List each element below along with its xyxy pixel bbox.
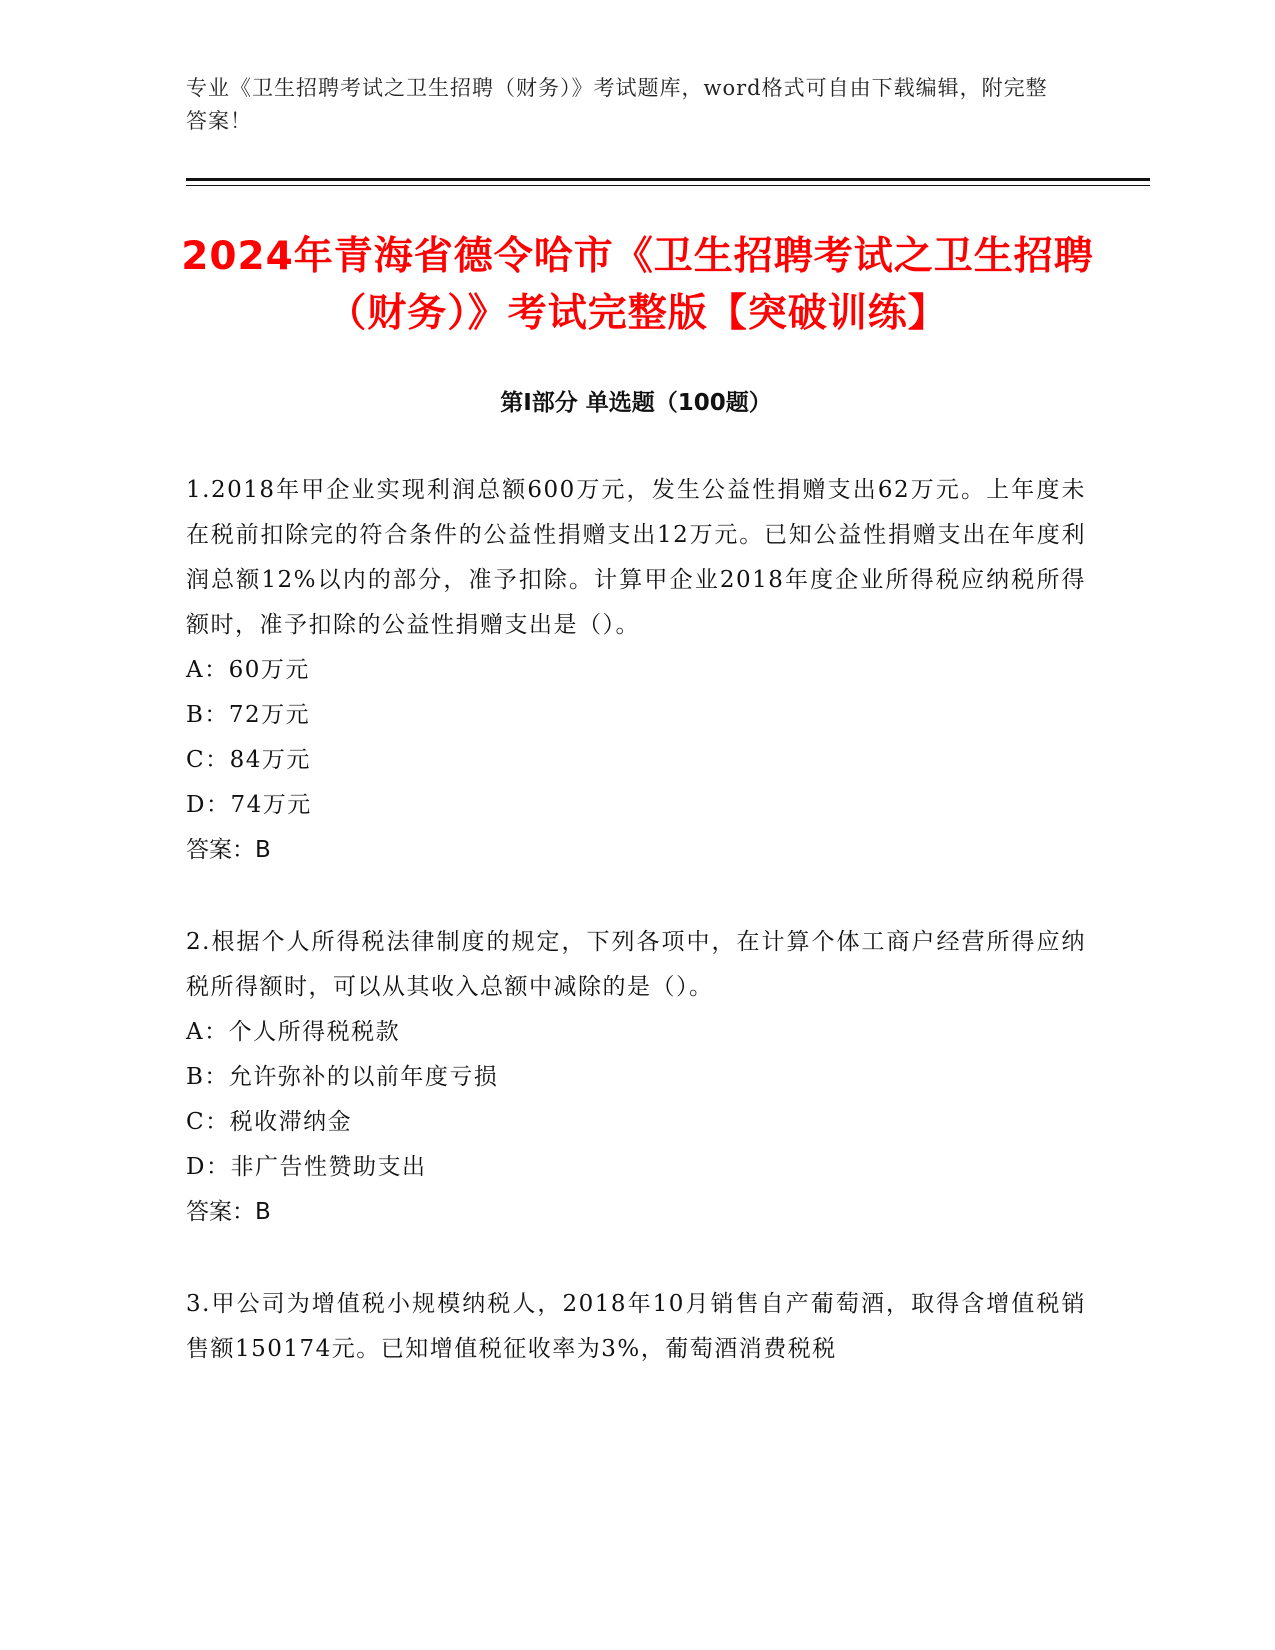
- question-1: [186, 468, 1086, 873]
- question-stem: 3.甲公司为增值税小规模纳税人，2018年10月销售自产葡萄酒，取得含增值税销售额150174元。已知增值税征收率为3%，葡萄酒消费税税: [186, 1291, 1086, 1362]
- question-stem: 2.根据个人所得税法律制度的规定，下列各项中，在计算个体工商户经营所得应纳税所得额时，可以从其收入总额中减除的是（）。: [186, 929, 1086, 1000]
- header-note: 专业《卫生招聘考试之卫生招聘（财务）》考试题库，word格式可自由下载编辑，附完整答案！: [186, 76, 1048, 133]
- option-c: C：税收滞纳金: [186, 1109, 353, 1135]
- document-title: 2024年青海省德令哈市《卫生招聘考试之卫生招聘（财务）》考试完整版【突破训练】: [181, 234, 1094, 336]
- question-list: [186, 468, 1086, 1419]
- option-a: A：60万元: [186, 657, 310, 683]
- option-b: B：允许弥补的以前年度亏损: [186, 1064, 499, 1090]
- question-3: [186, 1282, 1086, 1372]
- option-d: D：非广告性赞助支出: [186, 1154, 427, 1180]
- option-b: B：72万元: [186, 702, 311, 728]
- question-2: [186, 920, 1086, 1235]
- answer: 答案：B: [186, 1199, 271, 1225]
- header-rule-thick: [186, 178, 1150, 181]
- answer: 答案：B: [186, 837, 271, 863]
- header-rule-thin: [186, 185, 1150, 186]
- section-title: 第Ⅰ部分 单选题（100题）: [500, 390, 772, 416]
- option-c: C：84万元: [186, 747, 311, 773]
- option-a: A：个人所得税税款: [186, 1019, 401, 1045]
- option-d: D：74万元: [186, 792, 312, 818]
- question-stem: 1.2018年甲企业实现利润总额600万元，发生公益性捐赠支出62万元。上年度未在税前扣除完的符合条件的公益性捐赠支出12万元。已知公益性捐赠支出在年度利润总额12%以内的部分，准予扣除。计算甲企业2018年度企业所得税应纳税所得额时，准予扣除的公益性捐赠支出是（）。: [186, 477, 1086, 638]
